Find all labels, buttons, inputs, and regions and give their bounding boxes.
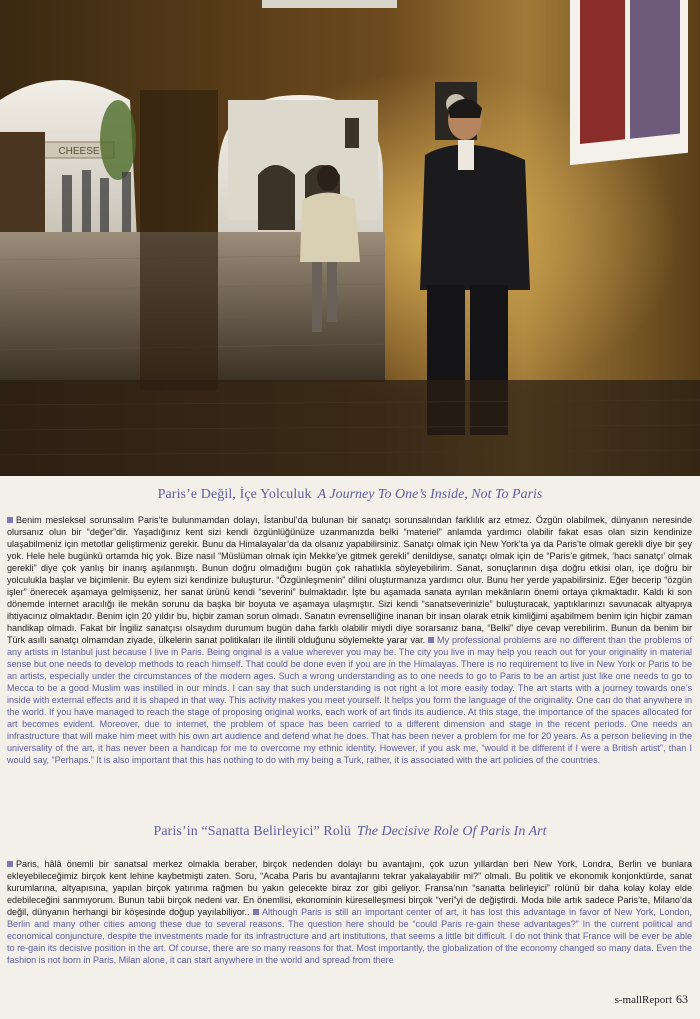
publication-name: s-mallReport [614, 994, 672, 1006]
section-2-body-en: Although Paris is still an important center of art, it has lost this advantage in favor of New York, London, Berlin and many other cities among these due to several reasons. The question here should be “could Paris re-gain these advantages?” In the current political and economical conjuncture, despite the investments made for its infrastructure and art institutions, that seems a little bit difficult. I do not think that France will be ever be able to re-gain its decisive position in the art. Of course, there are so many reasons for that. Most importantly, the globalization of the economy changed so many data. Even the fashion is not born in Paris, Milan alone, it can start anywhere in the world and spread from there [7, 907, 692, 965]
bullet-square-icon [7, 517, 13, 523]
section-1-heading-en: A Journey To One’s Inside, Not To Paris [317, 487, 543, 502]
section-2-heading-tr: Paris’in “Sanatta Belirleyici” Rolü [153, 824, 351, 839]
section-2-heading-en: The Decisive Role Of Paris In Art [357, 824, 547, 839]
cheese-sign-text: CHEESE [58, 146, 100, 157]
bullet-square-icon [253, 909, 259, 915]
section-1-body-tr: Benim mesleksel sorunsalım Paris’te bulunmamdan dolayı, İstanbul’da bulunan bir sanatçı sorunsalından farklılık arz etmez. Özgün olabilmek, dünyanın neresinde olursanız olun bir “değer”dir. Yaşadığınız kent sizi kendi özgünlüğünüze uzanmanızda belki “materiel” anlamda yardımcı olabilir fakat esas olan sizin kendinize ulaşabilmeniz için metotlar geliştirmeniz gerekir. Bunu da Himalayalar’da da olsanız yapabilirsiniz. Sanatçı olmak için New York’ta ya da Paris’te olmak gerekli diye bir şey yok. Hele hele bugünkü ortamda hiç yok. Bize nasıl “Müslüman olmak için Mekke’ye gitmek gerekli” denildiyse, sanatçı olmak için de “Paris’e gitmek, ‘hacı sanatçı’ olmak gerekli” diye çok yanlış bir inanış aşılanmıştı. Bunun doğru olmadığını bugün çok rahatlıkla söyleyebilirim. Sanat, sonuçlarının dışa doğru etkisi olan, içe doğru bir yolculukla başlar ve biçimlenir. Bu eylem sizi kendinize buluşturur. “Özgünleşmenin” dilini oluşturmanıza yardımcı olur. Bunu her yerde yapabilirsiniz. Eğer becerip “özgün işler” önerecek aşamaya gelmişseniz, her sanat ürünü kendi “severini” bulmaktadır. İşte bu aşamada sanata ayrılan mekânların önemi ortaya çıkmaktadır. Kaldı ki son dönemde internet aracılığı ile mekân sorunu da başka bir boyuta ve aşamaya ulaşmıştır. Sizi kendi “sanatseverinizle” buluşturacak, yaptıklarınızı savunacak altyapıya ihtiyacınız olmaktadır. Benim için 20 yıldır bu, hiçbir zaman sorun olmadı. Sanatın evrenselliğine inanan bir insan olarak etnik kimliğimi aşabilmem benim için hiçbir zaman handikap olmadı. Fakat bir İngiliz sanatçısı olsaydım durumum bugün daha farklı olabilir miydi diye sorarsanız bana, “Belki” diye cevap verebilirim. Bunun da benim bir Türk asıllı sanatçı olmamdan ziyade, ülkelerin sanat politikaları ile ilintili olduğunu söylemekte yarar var. [7, 515, 692, 645]
section-1-body [7, 514, 692, 766]
top-window [262, 0, 397, 8]
section-1-heading-tr: Paris’e Değil, İçe Yolculuk [157, 487, 312, 502]
photo-illustration [0, 0, 700, 476]
section-2-body-tr: Paris, hâlâ önemli bir sanatsal merkez olmakla beraber, birçok nedenden dolayı bu avantajını, çok uzun yıllardan beri New York, Londra, Berlin ve bunlara ekleyebileceğimiz birçok kent lehine kaybetmişti zaten. Soru, “Acaba Paris bu avantajlarını tekrar yakalayabilir mi?” olmalı. Bu politik ve ekonomik konjonktürde, sanat kurumlarına, altyapısına, yapılan birçok yatırıma rağmen bu yakın gelecekte biraz zor gibi geliyor. Fransa’nın “sanatta belirleyici” rolünü bir daha kolay kolay elde edebileceğini sanmıyorum. Bunun tabii birçok nedeni var. En önemlisi, ekonominin küreselleşmesi birçok “veri”yi de değiştirdi. Moda bile artık sadece Paris’te, Milano’da değil, dünyanın herhangi bir köşesinde doğup yayılabiliyor.. [7, 859, 692, 917]
artwork-left-panel [580, 0, 625, 144]
page-footer [615, 992, 688, 1007]
section-2-heading [8, 824, 692, 840]
page-number: 63 [676, 992, 688, 1006]
bullet-square-icon [7, 861, 13, 867]
section-1-body-en: My professional problems are no different than the problems of any artists in Istanbul just because I live in Paris. Being original is a value wherever you may be. The city you live in may help you reach out for your originality in material sense but one needs to develop methods to reach himself. That could be done even if you are in the Himalayas. There is no requirement to live in New York or Paris to be an artists, especially under the circumstances of the modern ages. Such a wrong understanding as to one needs to go to Paris to be an artist just like one needs to go to Mecca to be a good Muslim was instilled in our minds. I can say that such understanding is not right a lot more easily today. The art starts with a journey towards one’s inside with external effects and it is shaped in that way. This activity makes you meet yourself. It helps you form the language of the originality. One can do that anywhere in the world. If you have managed to reach the stage of proposing original works, each work of art finds its audience. At this stage, the importance of the spaces allocated for art becomes evident. Moreover, due to internet, the problem of space has been carried to a different dimension and stage in the recent periods. One needs an infrastructure that will make him meet with his own art audience and defend what he does. That has been never a problem for me for 20 years. As a person believing in the universality of the art, it has never been a handicap for me to overcome my ethnic identity. However, if you ask me, “would it be different if I were a British artist”, than I would say, “Perhaps.” It is also important that this has nothing to do with my being a Turk, rather, it is associated with the art policies of the countries. [7, 635, 692, 765]
section-1-heading [8, 487, 692, 503]
bullet-square-icon [428, 637, 434, 643]
artwork-right-panel [630, 0, 680, 139]
left-tree [100, 100, 136, 180]
article [0, 476, 700, 1019]
cover-photo [0, 0, 700, 476]
section-2-body [7, 858, 692, 966]
